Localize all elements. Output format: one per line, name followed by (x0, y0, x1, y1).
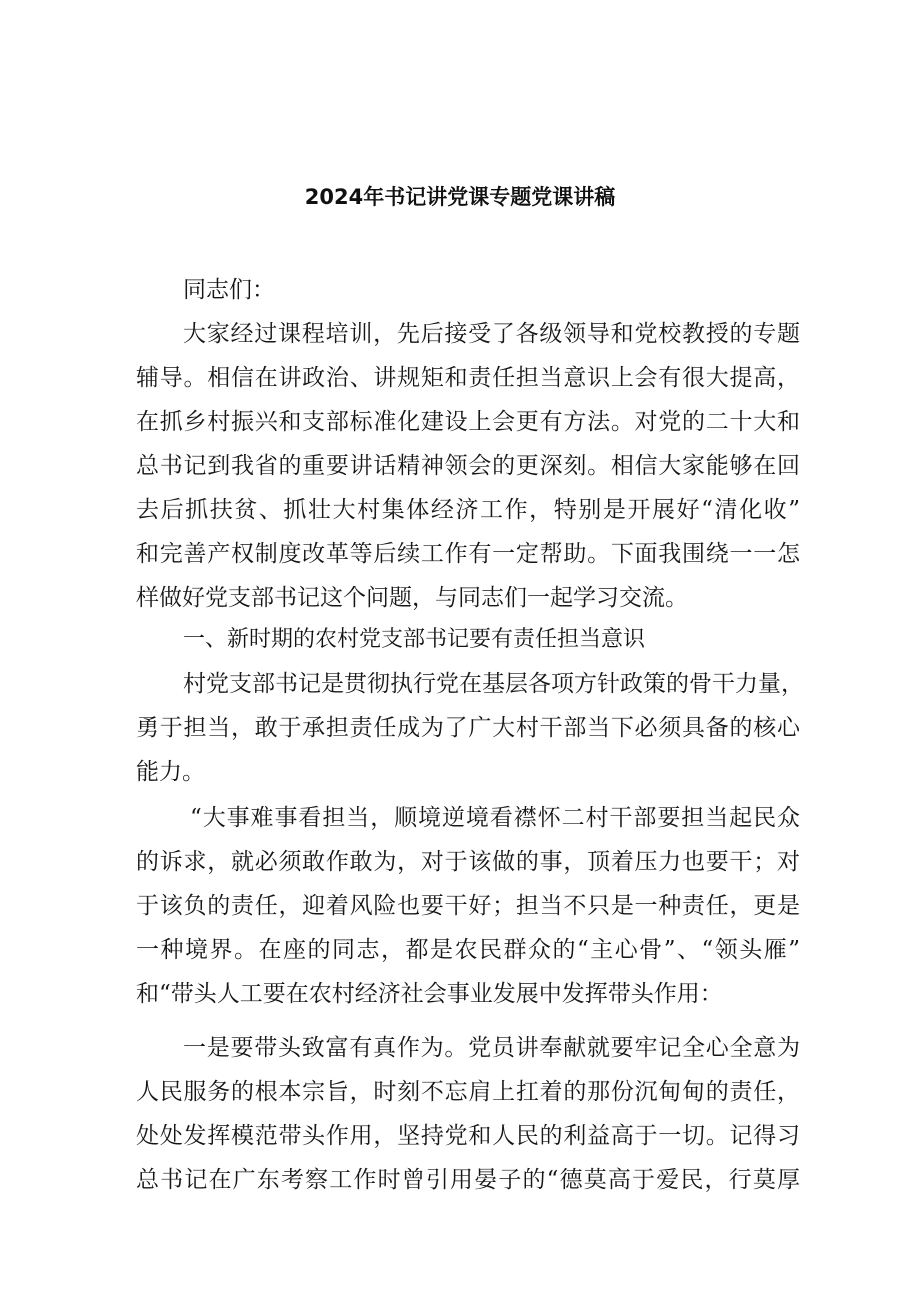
document-title: 2024年书记讲党课专题党课讲稿 (304, 185, 616, 209)
paragraph-line: 处处发挥模范带头作用，坚持党和人民的利益高于一切。记得习 (136, 1123, 800, 1149)
paragraph-line: 和完善产权制度改革等后续工作有一定帮助。下面我围绕一一怎 (136, 541, 800, 567)
salutation: 同志们： (183, 277, 275, 303)
paragraph-line: 样做好党支部书记这个问题，与同志们一起学习交流。 (136, 585, 688, 611)
paragraph-line: 总书记到我省的重要讲话精神领会的更深刻。相信大家能够在回 (136, 453, 800, 479)
section-heading: 一、新时期的农村党支部书记要有责任担当意识 (183, 627, 646, 652)
paragraph-line: 大家经过课程培训，先后接受了各级领导和党校教授的专题 (183, 321, 800, 347)
paragraph-line: “大事难事看担当，顺境逆境看襟怀二村干部要担当起民众 (190, 805, 800, 831)
paragraph-line: 总书记在广东考察工作时曾引用晏子的“德莫高于爱民，行莫厚 (136, 1167, 800, 1193)
paragraph-line: 和“带头人工要在农村经济社会事业发展中发挥带头作用： (136, 981, 723, 1007)
paragraph-line: 辅导。相信在讲政治、讲规矩和责任担当意识上会有很大提高， (136, 365, 800, 391)
paragraph-line: 村党支部书记是贯彻执行党在基层各项方针政策的骨干力量， (183, 671, 804, 697)
paragraph-line: 勇于担当，敢于承担责任成为了广大村干部当下必须具备的核心 (136, 715, 800, 741)
paragraph-line: 的诉求，就必须敢作敢为，对于该做的事，顶着压力也要干；对 (136, 849, 800, 875)
paragraph-line: 一是要带头致富有真作为。党员讲奉献就要牢记全心全意为 (183, 1035, 800, 1061)
paragraph-line: 一种境界。在座的同志，都是农民群众的“主心骨”、“领头雁” (136, 937, 800, 963)
paragraph-line: 人民服务的根本宗旨，时刻不忘肩上扛着的那份沉甸甸的责任， (136, 1079, 800, 1105)
paragraph-line: 去后抓扶贫、抓壮大村集体经济工作，特别是开展好“清化收” (136, 497, 800, 523)
paragraph-line: 于该负的责任，迎着风险也要干好；担当不只是一种责任，更是 (136, 893, 800, 919)
paragraph-line: 能力。 (136, 759, 205, 785)
paragraph-line: 在抓乡村振兴和支部标准化建设上会更有方法。对党的二十大和 (136, 409, 800, 435)
